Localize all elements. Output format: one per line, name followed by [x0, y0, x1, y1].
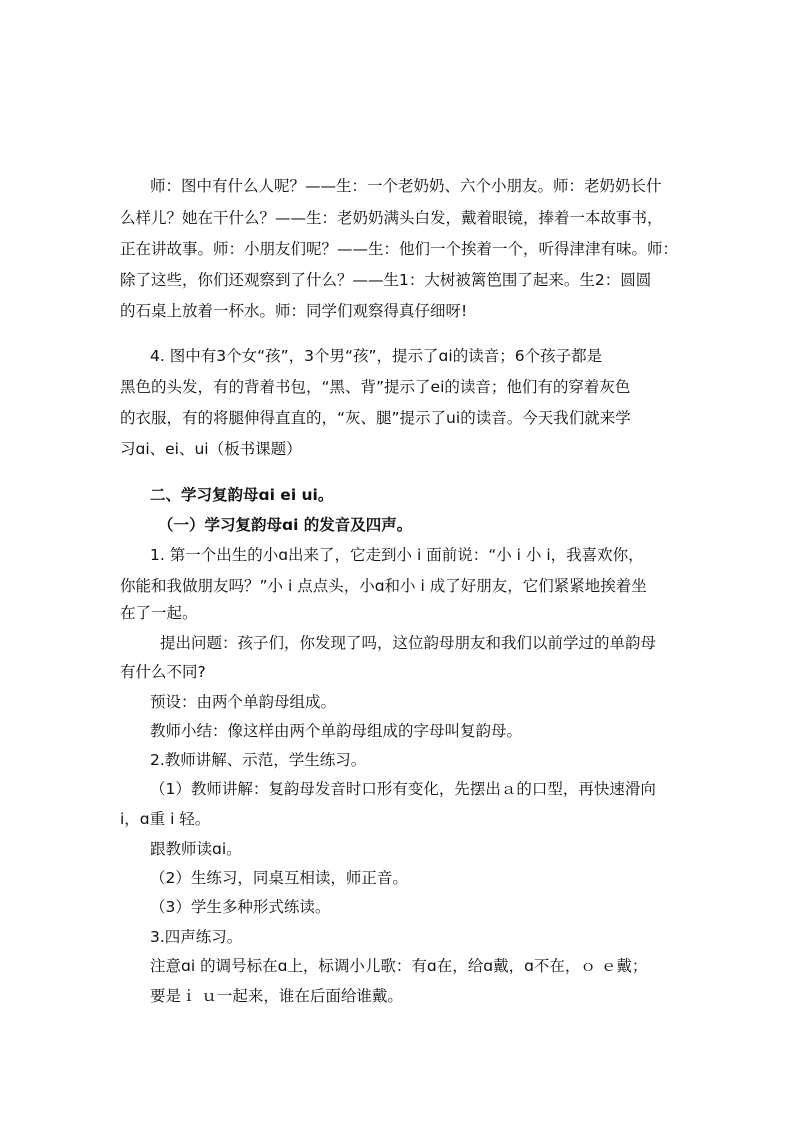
text-line: 有什么不同?: [120, 663, 206, 681]
text-line: 教师小结：像这样由两个单韵母组成的字母叫复韵母。: [150, 722, 523, 740]
text-line: （2）生练习，同桌互相读，师正音。: [150, 869, 408, 887]
text-line: 么样儿？她在干什么？——生：老奶奶满头白发，戴着眼镜，捧着一本故事书，: [120, 209, 663, 227]
text-line: 3.四声练习。: [150, 928, 243, 946]
text-line: 你能和我做朋友吗？”小 i 点点头，小ɑ和小 i 成了好朋友，它们紧紧地挨着坐: [120, 577, 647, 595]
text-line: 要是ｉ ｕ一起来，谁在后面给谁戴。: [150, 987, 403, 1005]
text-line: 的衣服，有的将腿伸得直直的，“灰、腿”提示了ui的读音。今天我们就来学: [120, 409, 631, 427]
text-line: 注意ɑi 的调号标在ɑ上，标调小儿歌：有ɑ在，给ɑ戴，ɑ不在，ｏ ｅ戴；: [150, 957, 648, 975]
text-line: 除了这些，你们还观察到了什么？——生1：大树被篱笆围了起来。生2：圆圆: [120, 271, 652, 289]
text-line: 正在讲故事。师：小朋友们呢？——生：他们一个挨着一个，听得津津有味。师：: [120, 240, 679, 258]
text-line: 2.教师讲解、示范，学生练习。: [150, 751, 367, 769]
section-heading: 二、学习复韵母ɑi ei ui。: [150, 486, 334, 504]
text-line: （3）学生多种形式练读。: [150, 898, 331, 916]
text-line: 黑色的头发，有的背着书包，“黑、背”提示了ei的读音；他们有的穿着灰色: [120, 378, 631, 396]
text-line: 预设：由两个单韵母组成。: [150, 693, 337, 711]
text-line: 在了一起。: [120, 604, 198, 622]
text-line: 的石桌上放着一杯水。师：同学们观察得真仔细呀!: [120, 302, 468, 320]
text-line: 师：图中有什么人呢？——生：一个老奶奶、六个小朋友。师：老奶奶长什: [150, 177, 662, 195]
section-subheading: （一）学习复韵母ɑi 的发音及四声。: [158, 516, 413, 534]
text-line: i，ɑ重 i 轻。: [120, 810, 211, 828]
text-line: 跟教师读ɑi。: [150, 840, 242, 858]
text-line: （1）教师讲解：复韵母发音时口形有变化，先摆出ａ的口型，再快速滑向: [150, 780, 656, 798]
text-line: 习ɑi、ei、ui（板书课题）: [120, 440, 302, 458]
text-line: 提出问题：孩子们，你发现了吗，这位韵母朋友和我们以前学过的单韵母: [160, 634, 657, 652]
text-line: 1. 第一个出生的小ɑ出来了，它走到小 i 面前说：“小 i 小 i，我喜欢你，: [150, 546, 644, 564]
text-line: 4. 图中有3个女“孩”，3个男“孩”，提示了ɑi的读音；6个孩子都是: [150, 347, 603, 365]
